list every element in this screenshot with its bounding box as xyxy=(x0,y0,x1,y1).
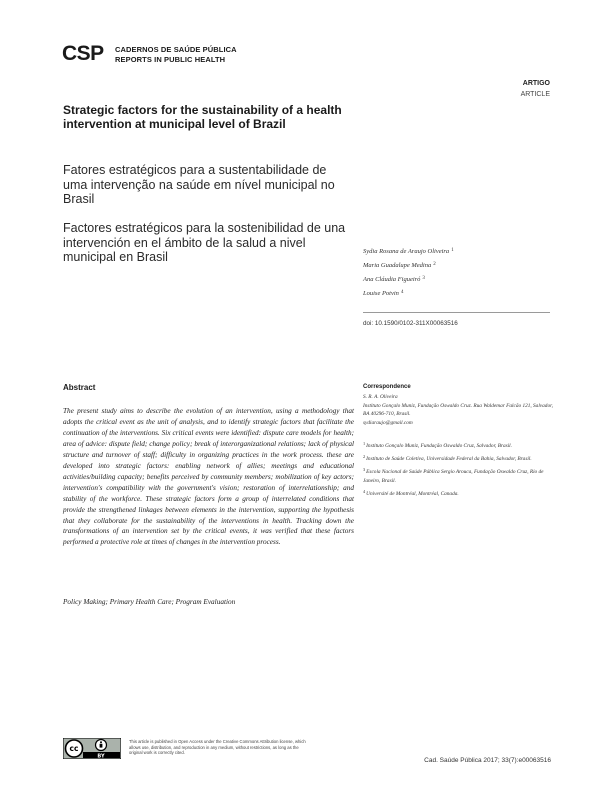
author: Ana Cláudia Figueiró $^3$ xyxy=(363,276,425,283)
article-type-en: ARTICLE xyxy=(520,91,550,98)
abstract-text: The present study aims to describe the evolution of an intervention, using a methodology that adopts the critical event as the unit of analysis, and to identify strategic factors that facilitate the continuation of the interventions. Six critical events were identified: dispute care models for health; area of advice: dispute field; change policy; break of interorganizational relations; lack of physical structure and turnover of staff; difficulty in organizing practices in the work process. these are developed into strategic factors: enabling network of allies; meetings and educational activities/building capacity; benefits perceived by community members; mobilization of key actors; intervention's compatibility with the government's vision; restoration of interrelationship; and stability of the workforce. These strategic factors form a group of interrelated conditions that provide the strengthened linkages between elements in the intervention, supporting the hypothesis that they collaborate for the sustainability of the interventions in health. Tracking down the transformations of an intervention set by the critical events, it was verified that these factors performed a protective role at times of changes in the intervention process. xyxy=(63,407,354,547)
author: Sydia Rosana de Araujo Oliveira $^1$ xyxy=(363,248,454,255)
affiliation-item: $^4$Université de Montréal, Montréal, Canada. xyxy=(363,489,459,498)
affiliations xyxy=(363,439,553,500)
svg-text:cc: cc xyxy=(69,744,79,754)
author-list xyxy=(363,244,553,300)
correspondence-block xyxy=(363,393,553,427)
license-text: This article is published in Open Access under the Creative Commons Attribution license, which allows use, distribution, and reproduction in any medium, without restrictions, as long as the original work is correctly cited. xyxy=(129,739,306,755)
affiliation-item: $^1$Instituto Gonçalo Muniz, Fundação Oswaldo Cruz, Salvador, Brasil. xyxy=(363,441,512,449)
citation-footer: Cad. Saúde Pública 2017; 33(7):e00063516 xyxy=(424,757,551,764)
title-portuguese: Fatores estratégicos para a sustentabilidade de uma intervenção na saúde em nível municipal no Brasil xyxy=(63,163,335,206)
article-type-pt: ARTIGO xyxy=(522,80,550,87)
affiliation-item: $^2$Instituto de Saúde Coletiva, Universidade Federal da Bahia, Salvador, Brasil. xyxy=(363,454,532,463)
journal-name-pt: CADERNOS DE SAÚDE PÚBLICA xyxy=(115,45,237,54)
title-spanish: Factores estratégicos para la sostenibilidad de una intervención en el ámbito de la salud a nivel municipal en Brasil xyxy=(63,221,346,264)
correspondence-heading: Correspondence xyxy=(363,384,411,390)
author: Louise Potvin $^4$ xyxy=(363,290,404,297)
correspondence-email[interactable]: sydiaraujo@gmail.com xyxy=(363,419,413,426)
affiliation-item: $^3$Escola Nacional de Saúde Pública Sergio Arouca, Fundação Oswaldo Cruz, Rio de Janeiro, Brasil. xyxy=(363,467,544,485)
author: Maria Guadalupe Medina $^2$ xyxy=(363,262,436,269)
cc-badge-label: BY xyxy=(97,753,105,759)
divider xyxy=(363,312,550,313)
journal-name-en: REPORTS IN PUBLIC HEALTH xyxy=(115,55,226,64)
doi-link[interactable]: doi: 10.1590/0102-311X00063516 xyxy=(363,320,458,327)
abstract-heading: Abstract xyxy=(63,383,96,392)
journal-logo-mark: CSP xyxy=(62,42,104,65)
cc-by-license-icon[interactable] xyxy=(63,738,121,759)
title-english: Strategic factors for the sustainability of a health intervention at municipal level of Brazil xyxy=(63,103,342,131)
correspondence-address: Instituto Gonçalo Muniz, Fundação Oswaldo Cruz. Rua Waldemar Falcão 121, Salvador, BA 40296-710, Brasil. xyxy=(363,402,553,418)
keywords: Policy Making; Primary Health Care; Program Evaluation xyxy=(63,598,236,606)
correspondence-name: S. R. A. Oliveira xyxy=(363,394,398,400)
